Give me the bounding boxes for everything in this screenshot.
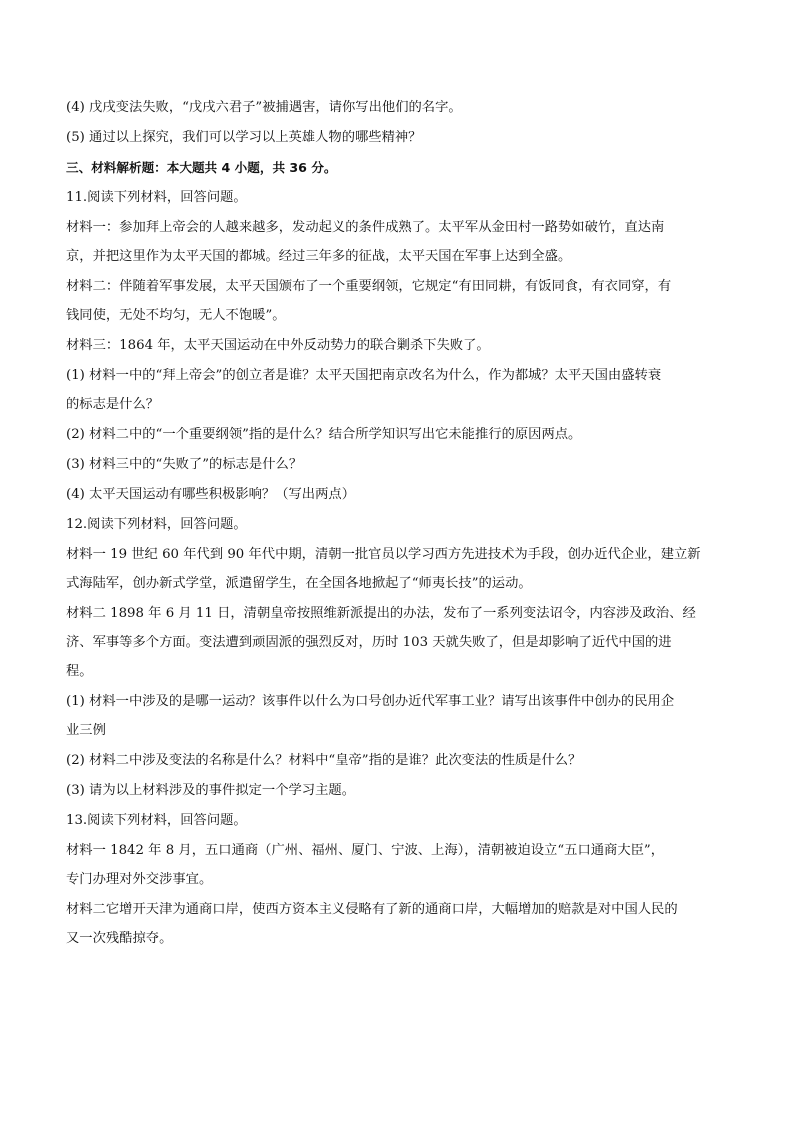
question-11-3: (3) 材料三中的“失败了”的标志是什么？: [66, 457, 303, 472]
question-11-material-2: [66, 277, 730, 326]
text-line: 材料一：参加拜上帝会的人越来越多，发动起义的条件成熟了。太平军从金田村一路势如破竹，直达南: [66, 220, 665, 235]
text-line: 的标志是什么？: [66, 397, 160, 412]
question-11-material-1: [66, 218, 730, 267]
question-12-2: (2) 材料二中涉及变法的名称是什么？材料中“皇帝”指的是谁？此次变法的性质是什么？: [66, 753, 582, 768]
question-13-material-1: [66, 841, 730, 890]
text-line: 京，并把这里作为太平天国的都城。经过三年多的征战，太平天国在军事上达到全盛。: [66, 249, 572, 264]
text-line: 业三例: [66, 723, 106, 738]
text-line: 式海陆军，创办新式学堂，派遣留学生，在全国各地掀起了“师夷长技”的运动。: [66, 576, 532, 591]
text-line: 材料一 19 世纪 60 年代到 90 年代中期，清朝一批官员以学习西方先进技术为手段，创办近代企业，建立新: [66, 547, 701, 562]
document-body: [66, 98, 730, 959]
text-line: 专门办理对外交涉事宜。: [66, 872, 213, 887]
text-line: (1) 材料一中的“拜上帝会”的创立者是谁？太平天国把南京改名为什么，作为都城？太平天国由盛转衰: [66, 368, 662, 383]
text-line: 济、军事等多个方面。变法遭到顽固派的强烈反对，历时 103 天就失败了，但是却影响了近代中国的进: [66, 635, 672, 650]
question-12-3: (3) 请为以上材料涉及的事件拟定一个学习主题。: [66, 783, 355, 798]
text-line: 材料二它增开天津为通商口岸，使西方资本主义侵略有了新的通商口岸，大幅增加的赔款是对中国人民的: [66, 902, 678, 917]
question-13-prompt: 13.阅读下列材料，回答问题。: [66, 813, 247, 828]
text-line: 钱同使，无处不均匀，无人不饱暖”。: [66, 308, 286, 323]
question-10-5: (5) 通过以上探究，我们可以学习以上英雄人物的哪些精神？: [66, 130, 422, 145]
question-12-prompt: 12.阅读下列材料，回答问题。: [66, 517, 247, 532]
section-heading-material-analysis: 三、材料解析题：本大题共 4 小题，共 36 分。: [66, 160, 337, 175]
question-11-material-3: 材料三：1864 年，太平天国运动在中外反动势力的联合剿杀下失败了。: [66, 338, 490, 353]
text-line: 材料二 1898 年 6 月 11 日，清朝皇帝按照维新派提出的办法，发布了一系列变法诏令，内容涉及政治、经: [66, 606, 696, 621]
question-12-material-1: [66, 545, 730, 594]
question-10-4: (4) 戊戌变法失败，“戊戌六君子”被捕遇害，请你写出他们的名字。: [66, 100, 462, 115]
text-line: (1) 材料一中涉及的是哪一运动？该事件以什么为口号创办近代军事工业？请写出该事件中创办的民用企: [66, 694, 675, 709]
question-11-prompt: 11.阅读下列材料，回答问题。: [66, 190, 247, 205]
text-line: 程。: [66, 664, 93, 679]
text-line: 又一次残酷掠夺。: [66, 931, 173, 946]
question-13-material-2: [66, 900, 730, 949]
text-line: 材料二：伴随着军事发展，太平天国颁布了一个重要纲领，它规定“有田同耕，有饭同食，有衣同穿，有: [66, 279, 672, 294]
question-11-4: (4) 太平天国运动有哪些积极影响？（写出两点）: [66, 487, 355, 502]
question-12-1: [66, 692, 730, 741]
text-line: 材料一 1842 年 8 月，五口通商（广州、福州、厦门、宁波、上海），清朝被迫设立“五口通商大臣”，: [66, 843, 665, 858]
question-11-1: [66, 366, 730, 415]
question-11-2: (2) 材料二中的“一个重要纲领”指的是什么？结合所学知识写出它未能推行的原因两点。: [66, 427, 582, 442]
question-12-material-2: [66, 604, 730, 682]
